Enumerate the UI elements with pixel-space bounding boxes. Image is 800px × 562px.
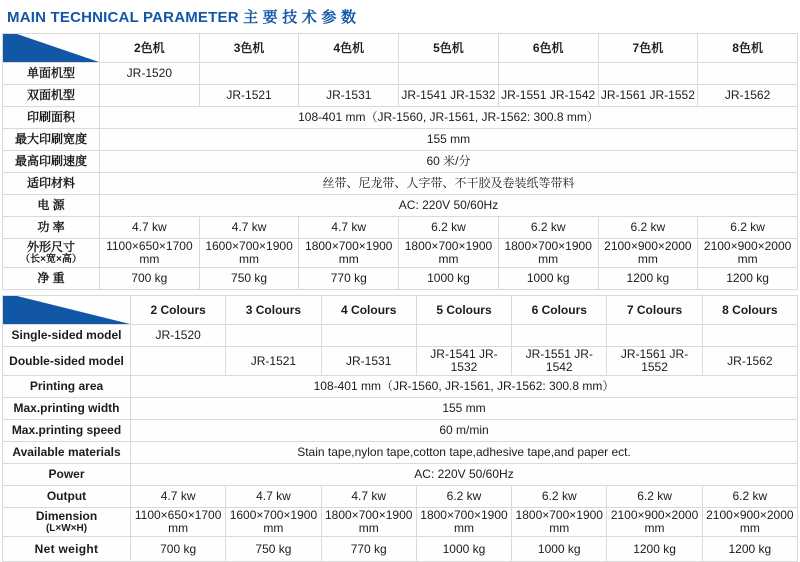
row-label-power-supply: 电 源 xyxy=(3,195,100,217)
spec-cell: 6.2 kw xyxy=(399,217,499,239)
row-label-single-model: 单面机型 xyxy=(3,63,100,85)
row-label-materials: Available materials xyxy=(3,442,131,464)
spec-cell: 1800×700×1900 mm xyxy=(299,239,399,268)
row-label-power-supply: Power xyxy=(3,464,131,486)
table-row xyxy=(3,325,798,347)
column-header: 3色机 xyxy=(199,34,299,63)
table-row xyxy=(3,129,798,151)
row-label-double-model: 双面机型 xyxy=(3,85,100,107)
spec-cell: 770 kg xyxy=(321,537,416,562)
spec-cell: JR-1561 JR-1552 xyxy=(607,347,702,376)
row-label-max-width: Max.printing width xyxy=(3,398,131,420)
column-header: 7色机 xyxy=(598,34,698,63)
spec-cell: 750 kg xyxy=(199,268,299,290)
column-header: 6 Colours xyxy=(512,296,607,325)
row-label-dimension xyxy=(3,508,131,537)
row-label-printing-area: 印刷面积 xyxy=(3,107,100,129)
corner-wedge-icon xyxy=(3,34,99,62)
spec-cell: 6.2 kw xyxy=(598,217,698,239)
spec-cell: JR-1531 xyxy=(321,347,416,376)
table-row xyxy=(3,347,798,376)
column-header: 5色机 xyxy=(399,34,499,63)
table-row xyxy=(3,296,798,325)
table-row xyxy=(3,195,798,217)
spec-cell: 2100×900×2000 mm xyxy=(698,239,798,268)
spec-cell-merged: 108-401 mm（JR-1560, JR-1561, JR-1562: 300.8 mm） xyxy=(100,107,798,129)
spec-cell: 1000 kg xyxy=(498,268,598,290)
spec-cell: JR-1541 JR-1532 xyxy=(416,347,511,376)
spec-cell: 6.2 kw xyxy=(702,486,797,508)
spec-cell: 1800×700×1900 mm xyxy=(416,508,511,537)
spec-cell xyxy=(131,347,226,376)
table-row xyxy=(3,173,798,195)
column-header: 3 Colours xyxy=(226,296,321,325)
row-label-net-weight: 净 重 xyxy=(3,268,100,290)
table-row xyxy=(3,63,798,85)
corner-wedge-icon xyxy=(3,296,130,324)
spec-cell: 6.2 kw xyxy=(498,217,598,239)
spec-cell xyxy=(399,63,499,85)
table-row xyxy=(3,151,798,173)
spec-cell: 1800×700×1900 mm xyxy=(321,508,416,537)
row-label-max-speed: Max.printing speed xyxy=(3,420,131,442)
spec-cell: JR-1561 JR-1552 xyxy=(598,85,698,107)
spec-cell xyxy=(199,63,299,85)
dimension-label: 外形尺寸 xyxy=(26,240,75,254)
table-row xyxy=(3,398,798,420)
column-header: 8 Colours xyxy=(702,296,797,325)
column-header: 7 Colours xyxy=(607,296,702,325)
spec-cell xyxy=(512,325,607,347)
spec-cell-merged: 155 mm xyxy=(131,398,798,420)
row-label-double-model: Double-sided model xyxy=(3,347,131,376)
dimension-label: Dimension xyxy=(35,509,98,523)
spec-cell: 4.7 kw xyxy=(226,486,321,508)
spec-cell: 1800×700×1900 mm xyxy=(399,239,499,268)
table-row xyxy=(3,508,798,537)
spec-cell: 1600×700×1900 mm xyxy=(226,508,321,537)
column-header: 6色机 xyxy=(498,34,598,63)
spec-cell: 4.7 kw xyxy=(131,486,226,508)
table-row xyxy=(3,217,798,239)
spec-cell-merged: 60 米/分 xyxy=(100,151,798,173)
spec-cell xyxy=(698,63,798,85)
spec-cell: 1100×650×1700 mm xyxy=(131,508,226,537)
spec-cell xyxy=(226,325,321,347)
row-label-output-power: Output xyxy=(3,486,131,508)
spec-cell xyxy=(299,63,399,85)
dimension-label-sub: （长×宽×高） xyxy=(20,254,82,265)
spec-cell xyxy=(498,63,598,85)
spec-cell: 6.2 kw xyxy=(512,486,607,508)
spec-cell: 4.7 kw xyxy=(299,217,399,239)
spec-cell: 4.7 kw xyxy=(100,217,200,239)
spec-cell: 1800×700×1900 mm xyxy=(498,239,598,268)
spec-cell: JR-1562 xyxy=(702,347,797,376)
spec-cell-merged: AC: 220V 50/60Hz xyxy=(131,464,798,486)
row-label-output-power: 功 率 xyxy=(3,217,100,239)
spec-cell-merged: Stain tape,nylon tape,cotton tape,adhesive tape,and paper ect. xyxy=(131,442,798,464)
spec-cell: 1800×700×1900 mm xyxy=(512,508,607,537)
table-row xyxy=(3,239,798,268)
spec-cell: 6.2 kw xyxy=(416,486,511,508)
spec-cell: 1000 kg xyxy=(512,537,607,562)
column-header: 5 Colours xyxy=(416,296,511,325)
spec-cell: 1100×650×1700 mm xyxy=(100,239,200,268)
row-label-materials: 适印材料 xyxy=(3,173,100,195)
table-row xyxy=(3,107,798,129)
row-label-printing-area: Printing area xyxy=(3,376,131,398)
spec-cell: 1000 kg xyxy=(416,537,511,562)
column-header: 2色机 xyxy=(100,34,200,63)
spec-cell: JR-1551 JR-1542 xyxy=(512,347,607,376)
spec-cell-merged: 108-401 mm（JR-1560, JR-1561, JR-1562: 300.8 mm） xyxy=(131,376,798,398)
spec-cell: 1200 kg xyxy=(698,268,798,290)
spec-cell: 2100×900×2000 mm xyxy=(607,508,702,537)
spec-cell xyxy=(702,325,797,347)
row-label-dimension xyxy=(3,239,100,268)
column-header: 2 Colours xyxy=(131,296,226,325)
spec-cell: 4.7 kw xyxy=(199,217,299,239)
spec-cell-merged: 丝带、尼龙带、人字带、不干胶及卷装纸等带料 xyxy=(100,173,798,195)
spec-cell: 750 kg xyxy=(226,537,321,562)
row-label-net-weight: Net weight xyxy=(3,537,131,562)
spec-cell: JR-1531 xyxy=(299,85,399,107)
spec-cell: 2100×900×2000 mm xyxy=(702,508,797,537)
table-row xyxy=(3,464,798,486)
column-header: 4色机 xyxy=(299,34,399,63)
corner-cell xyxy=(3,34,100,63)
spec-cell: 700 kg xyxy=(131,537,226,562)
spec-cell: 1000 kg xyxy=(399,268,499,290)
row-label-max-width: 最大印刷宽度 xyxy=(3,129,100,151)
spec-cell: 6.2 kw xyxy=(607,486,702,508)
spec-cell xyxy=(321,325,416,347)
table-row xyxy=(3,268,798,290)
spec-cell: JR-1521 xyxy=(226,347,321,376)
table-row xyxy=(3,376,798,398)
table-row xyxy=(3,85,798,107)
spec-table-en xyxy=(2,295,798,562)
spec-cell: JR-1520 xyxy=(100,63,200,85)
corner-cell xyxy=(3,296,131,325)
spec-cell: 1200 kg xyxy=(598,268,698,290)
spec-cell xyxy=(416,325,511,347)
table-row xyxy=(3,486,798,508)
table-row xyxy=(3,537,798,562)
spec-cell: 700 kg xyxy=(100,268,200,290)
spec-table-cn xyxy=(2,33,798,290)
spec-cell xyxy=(607,325,702,347)
spec-cell: JR-1521 xyxy=(199,85,299,107)
spec-cell: 1200 kg xyxy=(702,537,797,562)
spec-cell: 1200 kg xyxy=(607,537,702,562)
table-row xyxy=(3,34,798,63)
spec-cell-merged: AC: 220V 50/60Hz xyxy=(100,195,798,217)
page-title: MAIN TECHNICAL PARAMETER 主 要 技 术 参 数 xyxy=(7,9,357,26)
spec-cell: 4.7 kw xyxy=(321,486,416,508)
row-label-max-speed: 最高印刷速度 xyxy=(3,151,100,173)
spec-cell: 6.2 kw xyxy=(698,217,798,239)
spec-cell-merged: 60 m/min xyxy=(131,420,798,442)
spec-cell: JR-1541 JR-1532 xyxy=(399,85,499,107)
table-row xyxy=(3,442,798,464)
row-label-single-model: Single-sided model xyxy=(3,325,131,347)
dimension-label-sub: (L×W×H) xyxy=(45,523,88,534)
spec-cell xyxy=(100,85,200,107)
spec-cell: JR-1551 JR-1542 xyxy=(498,85,598,107)
spec-cell: 770 kg xyxy=(299,268,399,290)
column-header: 4 Colours xyxy=(321,296,416,325)
spec-cell-merged: 155 mm xyxy=(100,129,798,151)
spec-cell: 1600×700×1900 mm xyxy=(199,239,299,268)
table-row xyxy=(3,420,798,442)
spec-cell xyxy=(598,63,698,85)
spec-cell: JR-1520 xyxy=(131,325,226,347)
spec-cell: 2100×900×2000 mm xyxy=(598,239,698,268)
column-header: 8色机 xyxy=(698,34,798,63)
spec-cell: JR-1562 xyxy=(698,85,798,107)
